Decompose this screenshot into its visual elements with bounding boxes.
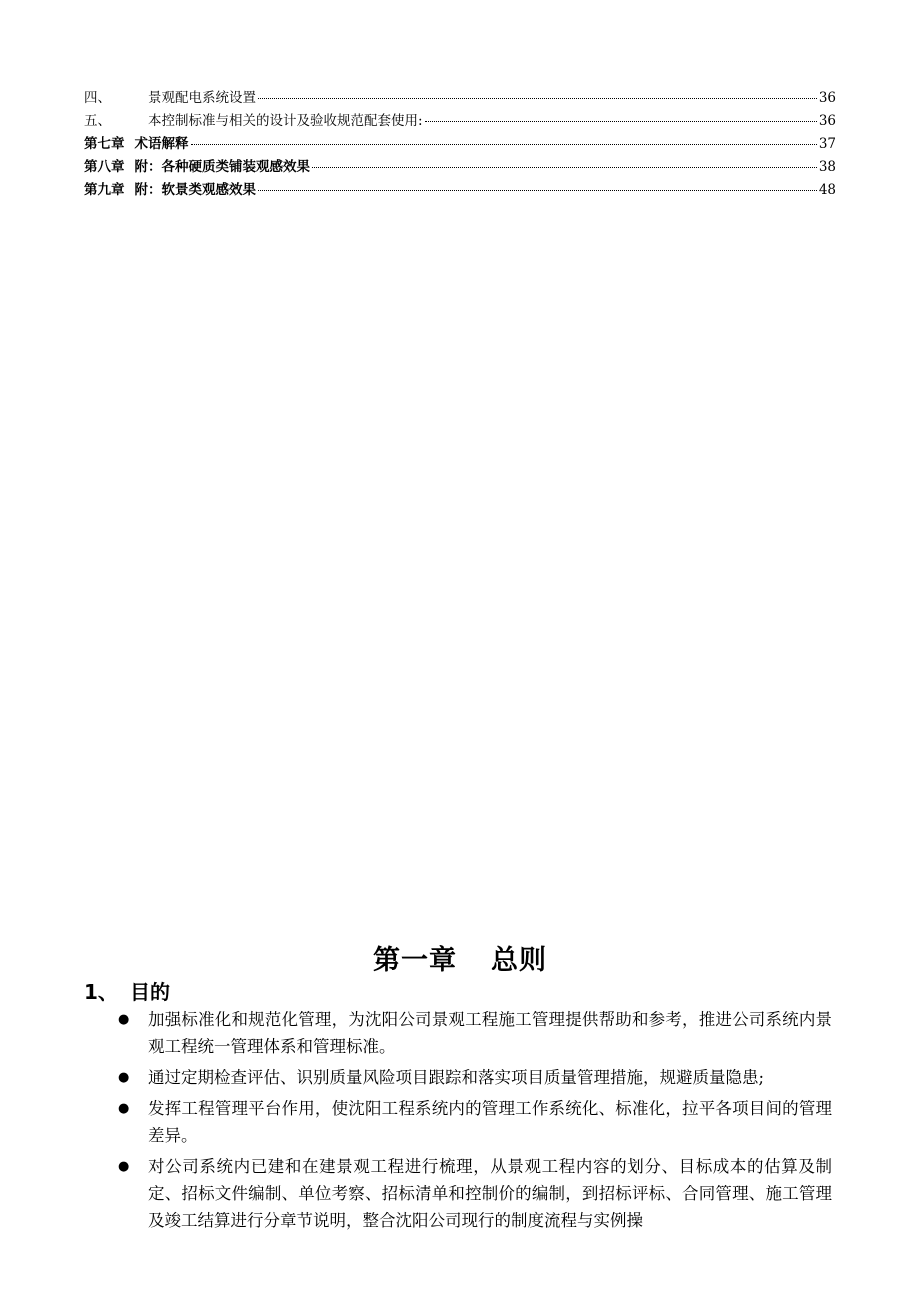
bullet-icon: ●: [118, 1101, 130, 1116]
toc-dot-leader: [258, 190, 817, 191]
toc-entry-page: 48: [818, 182, 836, 198]
list-item: [118, 1006, 832, 1060]
toc-entry-page: 36: [818, 113, 836, 129]
list-item-text: 加强标准化和规范化管理，为沈阳公司景观工程施工管理提供帮助和参考，推进公司系统内景观工程统一管理体系和管理标准。: [148, 1010, 832, 1056]
toc-entry-number: 第八章: [84, 159, 125, 175]
toc-entry[interactable]: [84, 86, 836, 109]
toc-entry-title: 术语解释: [134, 136, 189, 152]
chapter-title: [0, 938, 920, 977]
bullet-icon: ●: [118, 1012, 130, 1027]
section-title: 目的: [130, 980, 170, 1004]
toc-dot-leader: [425, 121, 817, 122]
table-of-contents: [84, 86, 836, 201]
list-item-text: 发挥工程管理平台作用，使沈阳工程系统内的管理工作系统化、标准化，拉平各项目间的管理差异。: [148, 1099, 832, 1145]
bullet-icon: ●: [118, 1070, 130, 1085]
bullet-icon: ●: [118, 1159, 130, 1174]
list-item: [118, 1095, 832, 1149]
toc-entry-number: 四、: [84, 90, 111, 106]
toc-dot-leader: [312, 167, 817, 168]
toc-entry-page: 37: [818, 136, 836, 152]
toc-entry-title: 附：各种硬质类铺装观感效果: [134, 159, 310, 175]
toc-entry-number: 第七章: [84, 136, 125, 152]
section-number: 1、: [84, 980, 118, 1004]
bullet-list: [118, 1006, 832, 1238]
toc-chapter-entry[interactable]: [84, 155, 836, 178]
toc-chapter-entry[interactable]: [84, 132, 836, 155]
toc-entry-title: 本控制标准与相关的设计及验收规范配套使用:: [148, 113, 423, 129]
toc-chapter-entry[interactable]: [84, 178, 836, 201]
list-item-text: 通过定期检查评估、识别质量风险项目跟踪和落实项目质量管理措施，规避质量隐患;: [148, 1068, 765, 1087]
toc-entry-title: 景观配电系统设置: [148, 90, 256, 106]
toc-entry-title: 附：软景类观感效果: [134, 182, 256, 198]
toc-entry[interactable]: [84, 109, 836, 132]
toc-entry-page: 36: [818, 90, 836, 106]
list-item: [118, 1153, 832, 1234]
list-item: [118, 1064, 832, 1091]
chapter-prefix: 第一章: [373, 945, 457, 976]
section-heading: [84, 976, 170, 1005]
toc-entry-number: 五、: [84, 113, 111, 129]
toc-dot-leader: [258, 98, 817, 99]
toc-entry-page: 38: [818, 159, 836, 175]
toc-entry-number: 第九章: [84, 182, 125, 198]
chapter-name: 总则: [491, 945, 547, 976]
toc-dot-leader: [191, 144, 817, 145]
list-item-text: 对公司系统内已建和在建景观工程进行梳理，从景观工程内容的划分、目标成本的估算及制定、招标文件编制、单位考察、招标清单和控制价的编制，到招标评标、合同管理、施工管理及竣工结算进行分章节说明，整合沈阳公司现行的制度流程与实例操: [148, 1157, 832, 1230]
